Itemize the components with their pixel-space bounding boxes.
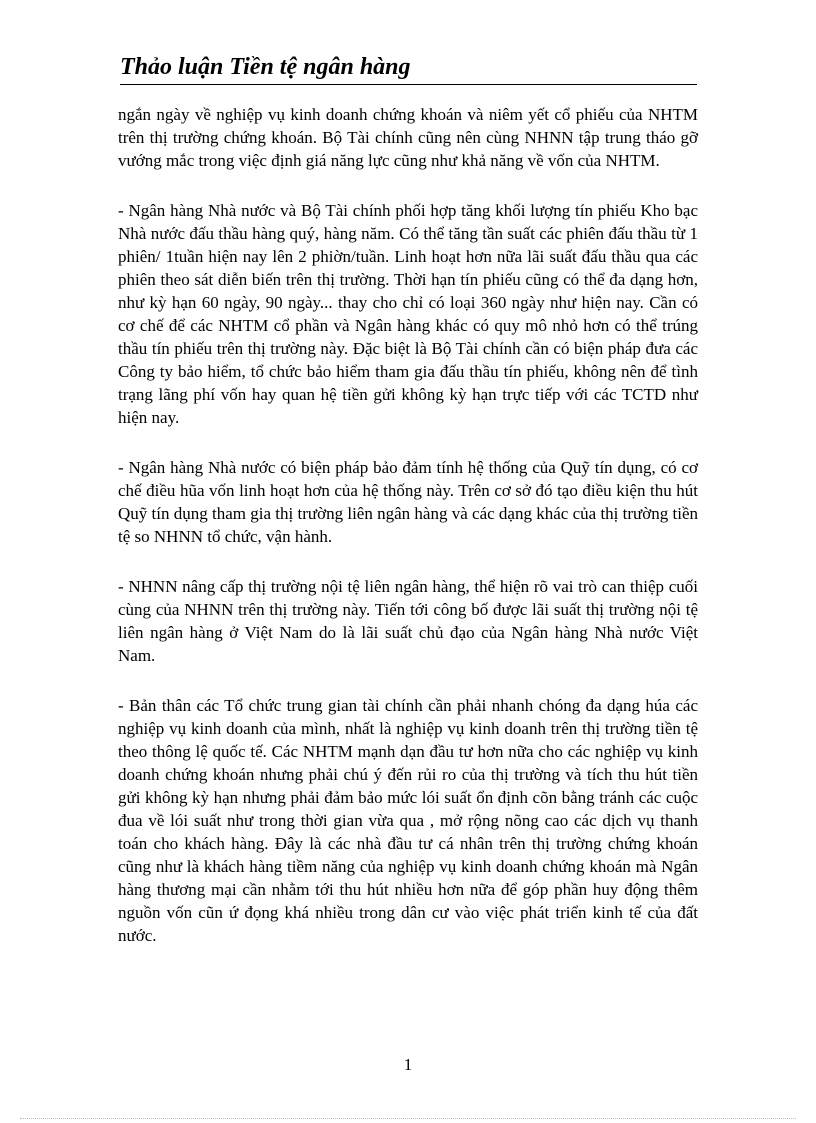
- paragraph: - Ngân hàng Nhà nước và Bộ Tài chính phối hợp tăng khối lượng tín phiếu Kho bạc Nhà nước đấu thầu hàng quý, hàng năm. Có thể tăng tần suất các phiên đấu thầu từ 1 phiên/ 1tuần hiện nay lên 2 phiờn/tuần. Linh hoạt hơn nữa lãi suất đấu thầu qua các phiên theo sát diễn biến trên thị trường. Thời hạn tín phiếu cũng có thể đa dạng hơn, như kỳ hạn 60 ngày, 90 ngày... thay cho chỉ có loại 360 ngày như hiện nay. Cần có cơ chế để các NHTM cổ phần và Ngân hàng khác có quy mô nhỏ hơn có thể trúng thầu tín phiếu trên thị trường này. Đặc biệt là Bộ Tài chính cần có biện pháp đưa các Công ty bảo hiểm, tổ chức bảo hiểm tham gia đấu thầu tín phiếu, không nên để tình trạng lãng phí vốn hay quan hệ tiền gửi không kỳ hạn trực tiếp với các TCTD như hiện nay.: [118, 201, 698, 427]
- page-bottom-divider: [20, 1118, 796, 1119]
- paragraph: ngắn ngày về nghiệp vụ kinh doanh chứng khoán và niêm yết cổ phiếu của NHTM trên thị trường chứng khoán. Bộ Tài chính cũng nên cùng NHNN tập trung tháo gỡ vướng mắc trong việc định giá năng lực cũng như khả năng về vốn của NHTM.: [118, 105, 698, 170]
- page-number: 1: [403, 1055, 413, 1074]
- document-title: Thảo luận Tiền tệ ngân hàng: [120, 54, 411, 80]
- paragraph: - Bản thân các Tổ chức trung gian tài chính cần phải nhanh chóng đa dạng húa các nghiệp vụ kinh doanh của mình, nhất là nghiệp vụ kinh doanh trên thị trường tiền tệ theo thông lệ quốc tế. Các NHTM mạnh dạn đầu tư hơn nữa cho các nghiệp vụ kinh doanh chứng khoán nhưng phải chú ý đến rủi ro của thị trường và tích thu hút tiền gửi không kỳ hạn nhưng phải đảm bảo mức lói suất ổn định cõn bằng tránh các cuộc đua về lói suất như trong thời gian vừa qua , mở rộng nõng cao các dịch vụ thanh toán cho khách hàng. Đây là các nhà đầu tư cá nhân trên thị trường chứng khoán cũng như là khách hàng tiềm năng của nghiệp vụ kinh doanh chứng khoán mà Ngân hàng thương mại cần nhằm tới thu hút nhiều hơn nữa để góp phần huy động thêm nguồn vốn cũn ứ đọng khá nhiều trong dân cư vào việc phát triển kinh tế của đất nước.: [118, 696, 698, 945]
- page-header: [120, 52, 697, 82]
- document-body: [118, 103, 698, 974]
- paragraph: - NHNN nâng cấp thị trường nội tệ liên ngân hàng, thể hiện rõ vai trò can thiệp cuối cùng của NHNN trên thị trường này. Tiến tới công bố được lãi suất thị trường nội tệ liên ngân hàng ở Việt Nam do là lãi suất chủ đạo của Ngân hàng Nhà nước Việt Nam.: [118, 577, 698, 665]
- paragraph: - Ngân hàng Nhà nước có biện pháp bảo đảm tính hệ thống của Quỹ tín dụng, có cơ chế điều hũa vốn linh hoạt hơn của hệ thống này. Trên cơ sở đó tạo điều kiện thu hút Quỹ tín dụng tham gia thị trường liên ngân hàng và các dạng khác của thị trường tiền tệ so NHNN tổ chức, vận hành.: [118, 458, 698, 546]
- header-divider: [120, 84, 697, 85]
